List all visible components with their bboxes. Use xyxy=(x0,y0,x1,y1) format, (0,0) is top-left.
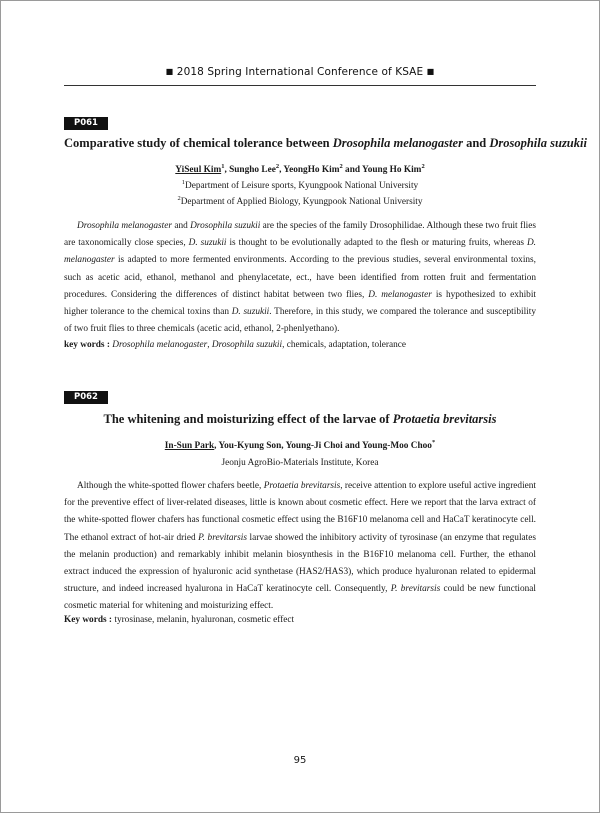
conference-title: 2018 Spring International Conference of KSAE xyxy=(176,66,424,78)
author-affiliation-mark: 2 xyxy=(339,162,343,170)
author-name: Young-Ji Choi xyxy=(285,441,343,451)
title-species: Drosophila suzukii xyxy=(489,136,587,150)
poster-id-badge: P062 xyxy=(64,391,108,404)
abstract-text: and xyxy=(171,221,191,231)
author-affiliation-mark: 1 xyxy=(221,162,225,170)
affiliation-text: Department of Applied Biology, Kyungpook National University xyxy=(180,197,423,207)
page-number: 95 xyxy=(293,755,307,766)
keyword-text: tyrosinase, melanin, hyaluronan, cosmetic effect xyxy=(112,615,295,625)
affiliation-text: Jeonju AgroBio-Materials Institute, Korea xyxy=(221,458,379,468)
title-text: The whitening and moisturizing effect of the larvae of xyxy=(103,412,393,426)
abstract-text: . Therefore, in this study, we compared the tolerance and susceptibility of two fruit flies to three chemicals (acetic acid, ethanol, 2-phenlyethano). xyxy=(64,307,536,335)
abstract-text: is hypothesized to exhibit higher tolerance to the chemical toxins than xyxy=(64,289,536,318)
author-affiliation-mark: 2 xyxy=(275,162,280,170)
poster-title xyxy=(64,136,587,151)
poster-title xyxy=(64,412,536,427)
abstract-text: Although the white-spotted flower chafers beetle, xyxy=(77,481,264,491)
keywords-label: key words : xyxy=(64,340,110,350)
author-name: Young Ho Kim xyxy=(362,165,422,175)
header-right-square-icon: ■ xyxy=(426,67,435,76)
poster-id-badge: P061 xyxy=(64,117,108,130)
keywords-label: Key words : xyxy=(64,615,113,625)
title-text: and xyxy=(462,136,490,150)
author-name: YeongHo Kim xyxy=(283,165,340,175)
author-separator: and xyxy=(342,441,362,451)
affiliation xyxy=(64,178,536,191)
author-affiliation-mark: 2 xyxy=(421,162,425,170)
author-separator: , xyxy=(214,441,219,451)
corresponding-author-mark: * xyxy=(431,438,436,446)
author-name: Sungho Lee xyxy=(229,165,276,175)
title-text: Comparative study of chemical tolerance between xyxy=(64,136,333,150)
author-name: Young-Moo Choo xyxy=(361,441,432,451)
author-name: In-Sun Park xyxy=(164,441,215,451)
author-separator: , xyxy=(224,165,230,175)
author-separator: , xyxy=(279,165,284,175)
author-list xyxy=(64,438,536,451)
species-name: Protaetia brevitarsis xyxy=(263,481,341,491)
abstract-text: could be new functional cosmetic material for whitening and moisturizing effect. xyxy=(64,584,536,612)
keywords xyxy=(64,340,536,350)
title-species: Protaetia brevitarsis xyxy=(392,412,497,426)
keyword-text: , xyxy=(207,340,212,350)
author-list xyxy=(64,162,536,175)
abstract-text: , receive attention to explore useful active ingredient for the preventive effect of liver-related diseases, little is known about cosmetic effect. Here we report that the larva extract of the white-spotted flower chafers has functional cosmetic effect using the B16F10 melanoma cell and HaCaT keratinocyte cell. The ethanol extract of hot-air dried xyxy=(64,481,537,543)
author-separator: and xyxy=(342,165,363,175)
affiliation-text: Department of Leisure sports, Kyungpook National University xyxy=(185,181,419,191)
conference-header xyxy=(64,66,536,78)
species-name: D. melanogaster xyxy=(368,289,432,300)
author-separator: , xyxy=(281,441,286,451)
abstract-text: is thought to be evolutionally adapted to the flesh or maturing fruits, whereas xyxy=(226,238,527,249)
abstract-text: are the species of the family Drosophilidae. Although these two fruit flies are taxonomically close species, xyxy=(64,221,536,249)
keyword-species: Drosophila suzukii xyxy=(211,340,283,350)
affiliation-mark: 2 xyxy=(177,194,181,202)
abstract-body xyxy=(64,478,536,616)
species-name: D. melanogaster xyxy=(64,238,536,266)
abstract-body xyxy=(64,218,536,338)
author-name: YiSeul Kim xyxy=(175,165,222,175)
species-name: D. suzukii xyxy=(188,238,227,249)
keyword-text: , chemicals, adaptation, tolerance xyxy=(282,340,406,350)
author-name: You-Kyung Son xyxy=(218,441,282,451)
title-species: Drosophila melanogaster xyxy=(332,136,463,150)
species-name: Drosophila melanogaster xyxy=(77,221,172,231)
species-name: P. brevitarsis xyxy=(390,584,441,595)
header-left-square-icon: ■ xyxy=(165,67,174,76)
abstract-text: larvae showed the inhibitory activity of tyrosinase (an enzyme that regulates the melanin production) and remarkably inhibit melanin biosynthesis in the B16F10 melanoma cell. Further, the ethanol extract induced the expression of hyaluronic acid synthetase (HAS2/HAS3), which produce hyaluronan related to epidermal structure, and indeed increased hyalurona in HaCaT keratinocyte cell. Consequently, xyxy=(64,532,536,595)
affiliation-mark: 1 xyxy=(181,178,186,186)
species-name: D. suzukii xyxy=(231,307,270,318)
affiliation xyxy=(64,194,536,207)
keyword-species: Drosophila melanogaster xyxy=(112,340,208,350)
species-name: Drosophila suzukii xyxy=(190,221,261,231)
abstract-text: is adapted to more fermented environments. According to the previous studies, several environmental toxins, such as acetic acid, ethanol, methanol and phenylacetate, ect., have been identified from rotten fruit and fermentation procedures. Considering the differences of distinct habitat between two flies, xyxy=(64,255,536,300)
affiliation xyxy=(64,458,536,468)
species-name: P. brevitarsis xyxy=(198,532,247,543)
header-divider xyxy=(64,85,536,86)
keywords xyxy=(64,615,536,625)
